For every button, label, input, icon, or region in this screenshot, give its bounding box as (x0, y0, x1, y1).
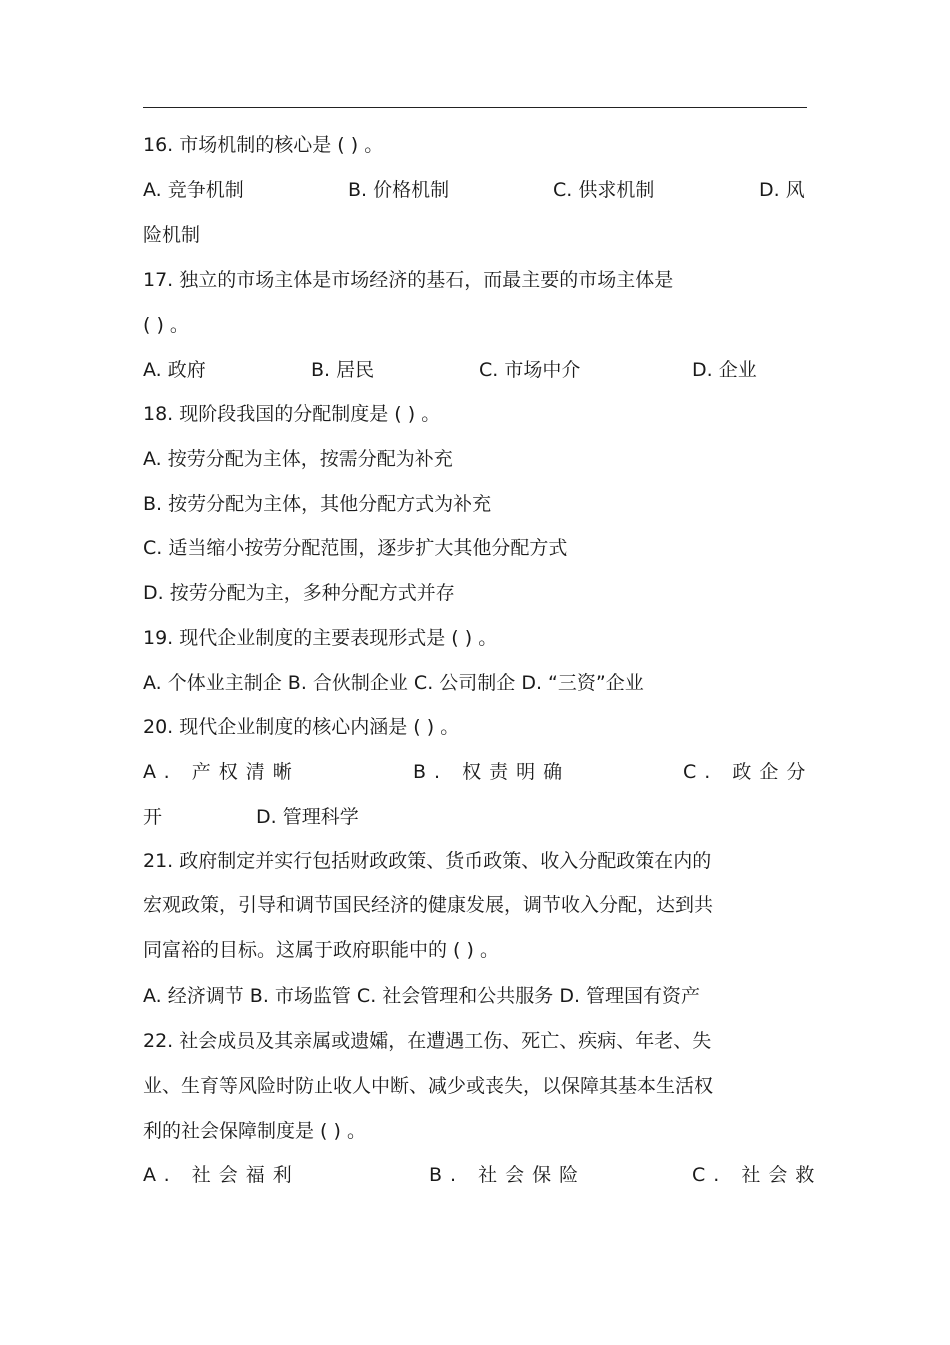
question-21-stem-3: 同富裕的目标。这属于政府职能中的 ( ) 。 (143, 939, 499, 961)
question-20-options-cont: 开 D. 管理科学 (143, 802, 807, 832)
question-22-options (143, 1160, 823, 1190)
question-22-stem-1: 22. 社会成员及其亲属或遗孀，在遭遇工伤、死亡、疾病、年老、失 (143, 1030, 712, 1052)
option-b: B. 社会保险 (429, 1164, 587, 1186)
question-21-stem-1: 21. 政府制定并实行包括财政政策、货币政策、收入分配政策在内的 (143, 850, 712, 872)
question-18-option-a: A. 按劳分配为主体，按需分配为补充 (143, 448, 453, 470)
question-20-options (143, 757, 814, 787)
option-d: D. 风 (759, 179, 805, 201)
question-17-options (143, 355, 807, 385)
question-21-options: A. 经济调节 B. 市场监管 C. 社会管理和公共服务 D. 管理国有资产 (143, 985, 701, 1007)
option-c: C. 社会救 (692, 1164, 823, 1186)
question-19-options: A. 个体业主制企 B. 合伙制企业 C. 公司制企 D. “三资”企业 (143, 672, 644, 694)
option-b: B. 价格机制 (348, 179, 450, 201)
question-22-stem-3: 利的社会保障制度是 ( ) 。 (143, 1120, 366, 1142)
question-16-options (143, 175, 807, 205)
question-18-option-c: C. 适当缩小按劳分配范围，逐步扩大其他分配方式 (143, 537, 568, 559)
option-d: D. 企业 (692, 359, 757, 381)
question-16-options-cont: 险机制 (143, 224, 201, 246)
option-d: D. 管理科学 (256, 806, 359, 828)
option-a: A. 竞争机制 (143, 179, 244, 201)
question-17-stem: 17. 独立的市场主体是市场经济的基石，而最主要的市场主体是 (143, 269, 674, 291)
question-19-stem: 19. 现代企业制度的主要表现形式是 ( ) 。 (143, 627, 498, 649)
question-20-stem: 20. 现代企业制度的核心内涵是 ( ) 。 (143, 716, 460, 738)
question-18-stem: 18. 现阶段我国的分配制度是 ( ) 。 (143, 403, 441, 425)
option-b: B. 居民 (311, 359, 375, 381)
header-rule (143, 107, 807, 108)
option-c: C. 供求机制 (553, 179, 655, 201)
question-21-stem-2: 宏观政策，引导和调节国民经济的健康发展，调节收入分配，达到共 (143, 894, 714, 916)
question-16-stem: 16. 市场机制的核心是 ( ) 。 (143, 134, 384, 156)
option-a: A. 社会福利 (143, 1164, 300, 1186)
question-22-stem-2: 业、生育等风险时防止收人中断、减少或丧失，以保障其基本生活权 (143, 1075, 714, 1097)
question-18-option-d: D. 按劳分配为主，多种分配方式并存 (143, 582, 455, 604)
option-c: C. 政企分 (683, 761, 814, 783)
question-18-option-b: B. 按劳分配为主体，其他分配方式为补充 (143, 493, 492, 515)
option-b: B. 权责明确 (413, 761, 571, 783)
option-a: A. 产权清晰 (143, 761, 300, 783)
option-c: C. 市场中介 (479, 359, 581, 381)
option-a: A. 政府 (143, 359, 206, 381)
question-17-stem-cont: ( ) 。 (143, 314, 189, 336)
